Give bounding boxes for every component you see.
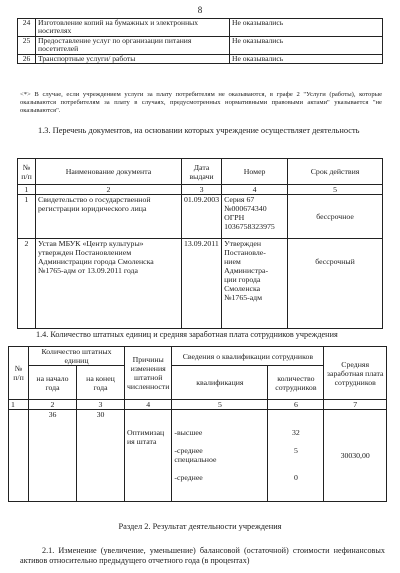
change-reason: Оптимизац ия штата [125, 410, 172, 502]
col-header-reasons: Причины изменения штатной численности [125, 347, 172, 400]
page-number: 8 [197, 5, 203, 15]
service-status: Не оказывались [230, 19, 383, 37]
row-number: 1 [18, 195, 36, 239]
table-row [18, 19, 383, 37]
column-number: 3 [77, 400, 125, 410]
col-header-date: Дата выдачи [182, 159, 222, 185]
column-number: 7 [324, 400, 387, 410]
column-number: 2 [29, 400, 77, 410]
services-table [17, 18, 383, 64]
qualification-names: -высшее -среднее специальное -среднее [172, 410, 268, 502]
document-date: 01.09.2003 [182, 195, 222, 239]
staff-start-of-year: 36 [29, 410, 77, 502]
column-number: 3 [182, 185, 222, 195]
document-term: бессрочный [288, 239, 383, 329]
average-salary: 30030,00 [324, 410, 387, 502]
row-number: 25 [18, 36, 36, 54]
table-header-row [9, 347, 387, 366]
document-number: Серия 67 №000674340 ОГРН 1036758323975 [222, 195, 288, 239]
document-date: 13.09.2011 [182, 239, 222, 329]
service-name: Изготовление копий на бумажных и электронных носителях [36, 19, 230, 37]
column-number: 1 [9, 400, 29, 410]
service-name: Предоставление услуг по организации питания посетителей [36, 36, 230, 54]
table-row [18, 36, 383, 54]
qualification-counts: 32 5 0 [268, 410, 324, 502]
column-number: 4 [222, 185, 288, 195]
row-number: 26 [18, 54, 36, 63]
col-header-salary: Средняя заработная плата сотрудников [324, 347, 387, 400]
col-header-number: № п/п [9, 347, 29, 400]
col-header-end-of-year: на конец года [77, 366, 125, 400]
column-number: 6 [268, 400, 324, 410]
col-header-staff-count: Количество штатных единиц [29, 347, 125, 366]
column-numbers-row [18, 185, 383, 195]
staff-table [8, 346, 387, 502]
section-1-3-heading: 1.3. Перечень документов, на основании которых учреждение осуществляет деятельность [38, 126, 360, 135]
service-status: Не оказывались [230, 36, 383, 54]
staff-end-of-year: 30 [77, 410, 125, 502]
row-number: 24 [18, 19, 36, 37]
footnote: <*> В случае, если учреждением услуги за плату потребителям не оказываются, в графе 2 "Услуги (работы), которые оказываются потребителям за плату в случаях, предусмотренных нормативными правовыми актами" указывается "не оказываются". [20, 91, 382, 114]
table-row [18, 195, 383, 239]
col-header-number: № п/п [18, 159, 36, 185]
service-status: Не оказывались [230, 54, 383, 63]
section-2-1-paragraph: 2.1. Изменение (увеличение, уменьшение) балансовой (остаточной) стоимости нефинансовых активов относительно предыдущего отчетного года (в процентах) [20, 546, 385, 565]
col-header-doc-number: Номер [222, 159, 288, 185]
column-numbers-row [9, 400, 387, 410]
column-number: 5 [288, 185, 383, 195]
table-row [18, 54, 383, 63]
col-header-qualification: Сведения о квалификации сотрудников [172, 347, 324, 366]
col-header-qualification-name: квалификация [172, 366, 268, 400]
document-term: бессрочное [288, 195, 383, 239]
section-2-heading: Раздел 2. Результат деятельности учреждения [118, 522, 282, 531]
col-header-name: Наименование документа [36, 159, 182, 185]
table-header-row [18, 159, 383, 185]
table-row [18, 239, 383, 329]
col-header-start-of-year: на начало года [29, 366, 77, 400]
col-header-term: Срок действия [288, 159, 383, 185]
column-number: 1 [18, 185, 36, 195]
column-number: 2 [36, 185, 182, 195]
row-number [9, 410, 29, 502]
column-number: 5 [172, 400, 268, 410]
service-name: Транспортные услуги/ работы [36, 54, 230, 63]
document-number: Утвержден Постановле- нием Администра- ции города Смоленска №1765-адм [222, 239, 288, 329]
document-name: Устав МБУК «Центр культуры» утвержден Постановлением Администрации города Смоленска №1765-адм от 13.09.2011 года [36, 239, 182, 329]
row-number: 2 [18, 239, 36, 329]
section-1-4-heading: 1.4. Количество штатных единиц и средняя заработная плата сотрудников учреждения [36, 330, 338, 339]
document-name: Свидетельство о государственной регистрации юридического лица [36, 195, 182, 239]
table-row [9, 410, 387, 502]
documents-table [17, 158, 383, 329]
col-header-qualification-count: количество сотрудников [268, 366, 324, 400]
column-number: 4 [125, 400, 172, 410]
